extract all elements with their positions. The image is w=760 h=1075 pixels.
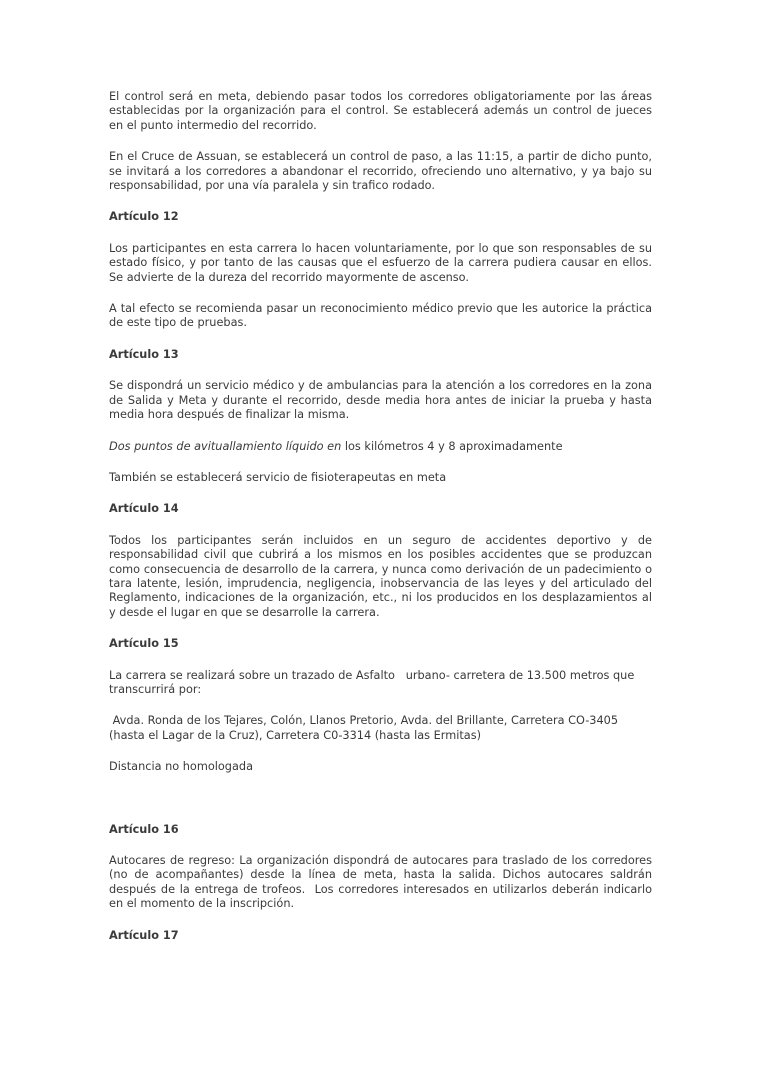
heading-articulo-15: Artículo 15: [109, 637, 179, 651]
paragraph-art13-avituallamiento: [109, 440, 652, 454]
paragraph-art16-autocares: Autocares de regreso: La organización dispondrá de autocares para traslado de los corredores (no de acompañantes) desde la línea de meta, hasta la salida. Dichos autocares saldrán después de la entrega de trofeos. Los corredores interesados en utilizarlos deberán indicarlo en el momento de la inscripción.: [109, 854, 656, 911]
paragraph-art15-recorrido: Avda. Ronda de los Tejares, Colón, Llanos Pretorio, Avda. del Brillante, Carretera CO-3405 (hasta el Lagar de la Cruz), Carretera C0-3314 (hasta las Ermitas): [109, 714, 622, 742]
paragraph-art12-participantes: Los participantes en esta carrera lo hacen voluntariamente, por lo que son responsables de su estado físico, y por tanto de las causas que el esfuerzo de la carrera pudiera causar en ellos. Se advierte de la dureza del recorrido mayormente de ascenso.: [109, 241, 652, 284]
heading-articulo-16: Artículo 16: [109, 822, 179, 836]
heading-articulo-13: Artículo 13: [109, 347, 179, 361]
paragraph-art15-distancia: Distancia no homologada: [109, 760, 253, 774]
avituallamiento-italic: Dos puntos de avituallamiento líquido en: [109, 439, 342, 453]
heading-articulo-12: Artículo 12: [109, 210, 179, 224]
paragraph-cruce-assuan: En el Cruce de Assuan, se establecerá un control de paso, a las 11:15, a partir de dicho punto, se invitará a los corredores a abandonar el recorrido, ofreciendo uno alternativo, y ya bajo su responsabilidad, por una vía paralela y sin trafico rodado.: [109, 150, 652, 193]
avituallamiento-rest: los kilómetros 4 y 8 aproximadamente: [341, 439, 563, 453]
document-page: [109, 90, 656, 960]
heading-articulo-17: Artículo 17: [109, 928, 179, 942]
paragraph-art13-fisioterapeutas: También se establecerá servicio de fisioterapeutas en meta: [109, 470, 447, 484]
paragraph-control-meta: El control será en meta, debiendo pasar todos los corredores obligatoriamente por las áreas establecidas por la organización para el control. Se establecerá además un control de jueces en el punto intermedio del recorrido.: [109, 90, 652, 132]
paragraph-art13-servicio-medico: Se dispondrá un servicio médico y de ambulancias para la atención a los corredores en la zona de Salida y Meta y durante el recorrido, desde media hora antes de iniciar la prueba y hasta media hora después de finalizar la misma.: [109, 379, 652, 422]
paragraph-art14-seguro: Todos los participantes serán incluidos en un seguro de accidentes deportivo y de responsabilidad civil que cubrirá a los mismos en los posibles accidentes que se produzcan como consecuencia de desarrollo de la carrera, y nunca como derivación de un padecimiento o tara latente, lesión, imprudencia, negligencia, inobservancia de las leyes y del articulado del Reglamento, indicaciones de la organización, etc., ni los producidos en los desplazamientos al y desde el lugar en que se desarrolle la carrera.: [109, 533, 652, 619]
paragraph-art12-reconocimiento: A tal efecto se recomienda pasar un reconocimiento médico previo que les autorice la práctica de este tipo de pruebas.: [109, 302, 652, 330]
paragraph-art15-trazado: La carrera se realizará sobre un trazado de Asfalto urbano- carretera de 13.500 metros que transcurrirá por:: [109, 668, 638, 696]
heading-articulo-14: Artículo 14: [109, 502, 179, 516]
